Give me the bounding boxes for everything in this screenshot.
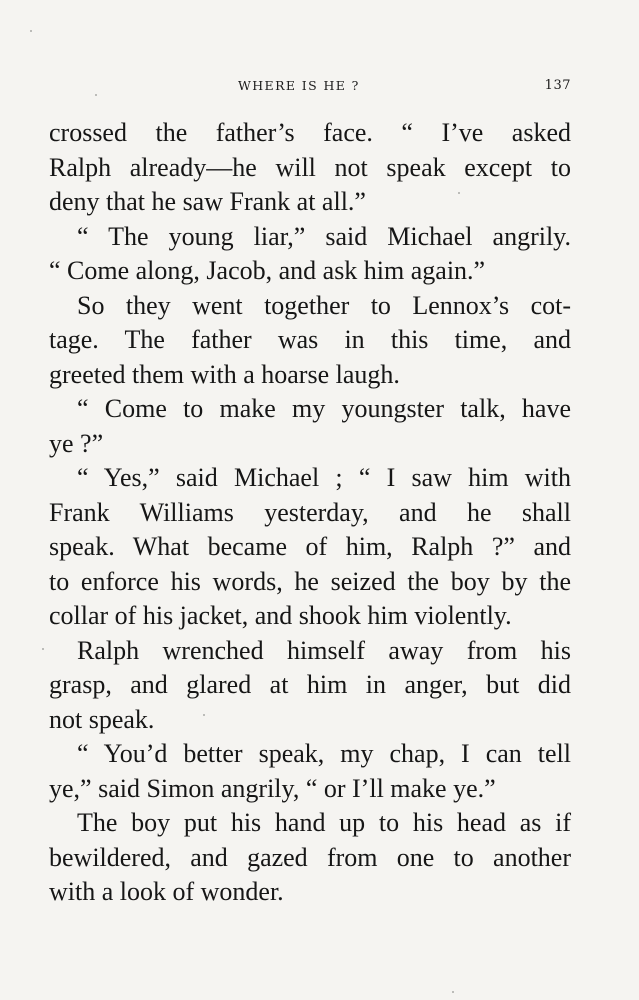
- text-line: Ralph already—he will not speak except to: [49, 152, 571, 182]
- text-line: “ Come along, Jacob, and ask him again.”: [49, 256, 486, 285]
- text-line: speak. What became of him, Ralph ?” and: [49, 532, 571, 561]
- paper-speck: [30, 30, 32, 32]
- text-line: “ The young liar,” said Michael angrily.: [77, 221, 571, 251]
- text-line: ye ?”: [49, 428, 104, 458]
- text-line: “ Come to make my youngster talk, have: [77, 394, 571, 423]
- text-line: grasp, and glared at him in anger, but did: [49, 670, 571, 699]
- paper-speck: [203, 714, 205, 716]
- text-line: crossed the father’s face. “ I’ve asked: [49, 118, 571, 147]
- text-line: tage. The father was in this time, and: [49, 325, 571, 354]
- running-title: WHERE IS HE ?: [238, 78, 360, 93]
- text-line: with a look of wonder.: [49, 877, 284, 906]
- text-line: “ You’d better speak, my chap, I can tell: [77, 739, 571, 768]
- body-text: [49, 116, 571, 910]
- text-line: “ Yes,” said Michael ; “ I saw him with: [77, 463, 571, 492]
- text-line: to enforce his words, he seized the boy by the: [49, 566, 571, 596]
- text-line: deny that he saw Frank at all.”: [49, 187, 366, 216]
- paper-speck: [458, 192, 460, 194]
- text-line: collar of his jacket, and shook him violently.: [49, 601, 512, 630]
- paper-speck: [42, 648, 44, 650]
- text-line: Ralph wrenched himself away from his: [77, 635, 571, 665]
- text-line: greeted them with a hoarse laugh.: [49, 359, 400, 389]
- text-line: Frank Williams yesterday, and he shall: [49, 497, 571, 527]
- paper-speck: [452, 991, 454, 993]
- paper-speck: [95, 94, 97, 96]
- text-line: not speak.: [49, 704, 155, 734]
- text-line: The boy put his hand up to his head as if: [77, 808, 571, 837]
- page-number: 137: [544, 78, 571, 93]
- text-line: ye,” said Simon angrily, “ or I’ll make ye.”: [49, 773, 496, 803]
- text-line: So they went together to Lennox’s cot-: [77, 290, 571, 320]
- text-line: bewildered, and gazed from one to another: [49, 842, 571, 872]
